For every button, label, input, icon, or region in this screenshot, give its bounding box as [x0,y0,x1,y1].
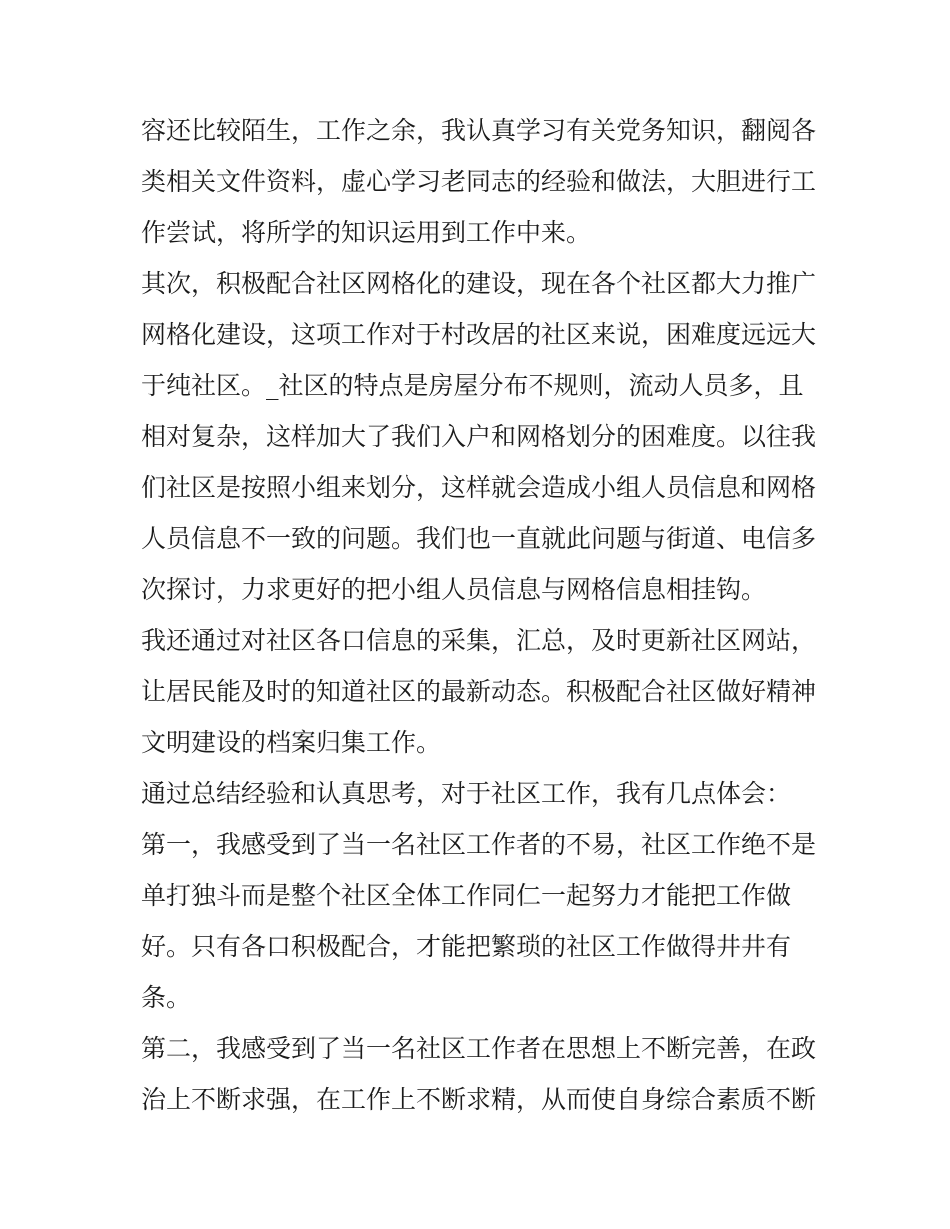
text-line: 人员信息不一致的问题。我们也一直就此问题与街道、电信多 [141,524,817,553]
text-line: 文明建设的档案归集工作。 [141,728,442,757]
text-line: 于纯社区。_社区的特点是房屋分布不规则，流动人员多，且 [141,371,804,400]
text-line: 第二，我感受到了当一名社区工作者在思想上不断完善，在政 [141,1034,817,1063]
text-line: 其次，积极配合社区网格化的建设，现在各个社区都大力推广 [141,269,817,298]
text-line: 们社区是按照小组来划分，这样就会造成小组人员信息和网格 [141,473,817,502]
text-line: 容还比较陌生，工作之余，我认真学习有关党务知识，翻阅各 [141,116,817,145]
text-line: 治上不断求强，在工作上不断求精，从而使自身综合素质不断 [141,1085,817,1114]
text-line: 次探讨，力求更好的把小组人员信息与网格信息相挂钩。 [141,575,767,604]
text-line: 好。只有各口积极配合，才能把繁琐的社区工作做得井井有 [141,932,792,961]
text-line: 第一，我感受到了当一名社区工作者的不易，社区工作绝不是 [141,830,817,859]
text-line: 条。 [141,983,192,1012]
text-line: 我还通过对社区各口信息的采集，汇总，及时更新社区网站， [141,626,817,655]
text-line: 类相关文件资料，虚心学习老同志的经验和做法，大胆进行工 [141,167,817,196]
text-line: 网格化建设，这项工作对于村改居的社区来说，困难度远远大 [141,320,817,349]
text-line: 作尝试，将所学的知识运用到工作中来。 [141,218,592,247]
text-line: 相对复杂，这样加大了我们入户和网格划分的困难度。以往我 [141,422,817,451]
text-line: 让居民能及时的知道社区的最新动态。积极配合社区做好精神 [141,677,817,706]
text-line: 单打独斗而是整个社区全体工作同仁一起努力才能把工作做 [141,881,792,910]
text-line: 通过总结经验和认真思考，对于社区工作，我有几点体会： [141,779,792,808]
document-body [141,105,821,1125]
